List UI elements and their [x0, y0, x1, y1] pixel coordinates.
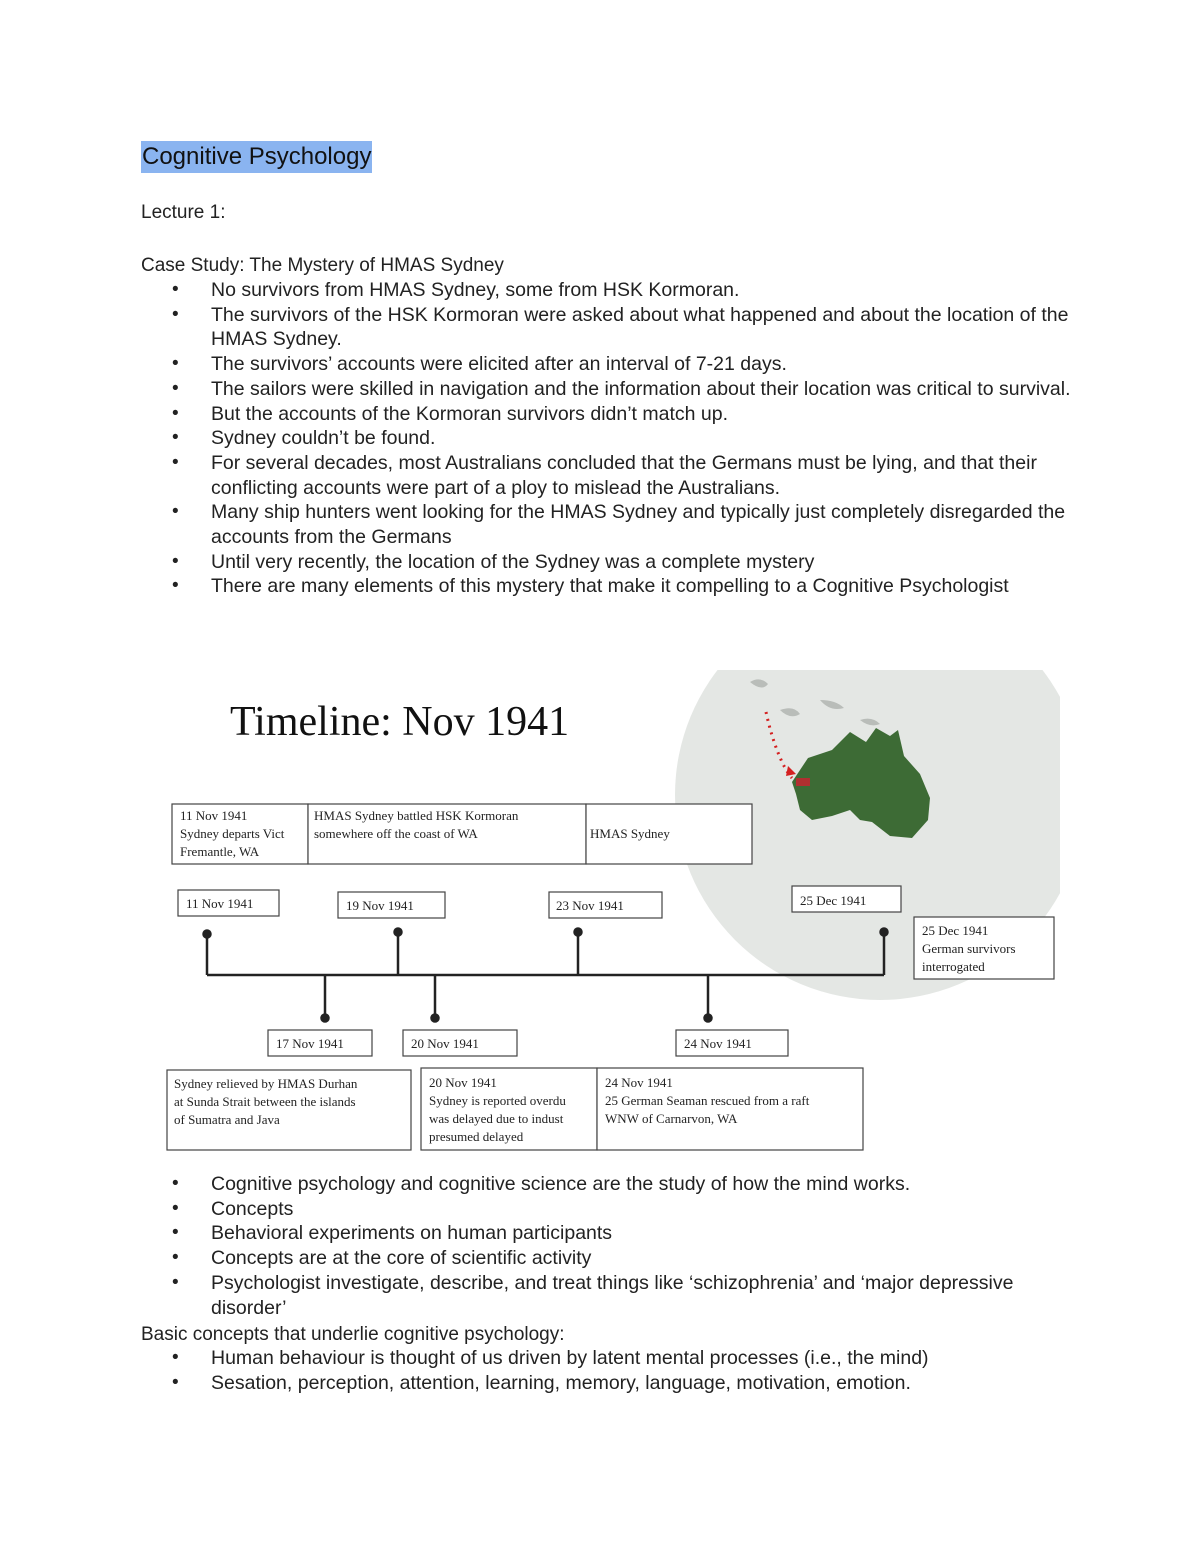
top-boxes: [172, 804, 752, 864]
side-box-text: 25 Dec 1941 German survivors interrogated: [922, 923, 1016, 974]
basic-concepts-heading: Basic concepts that underlie cognitive psychology:: [141, 1324, 565, 1345]
list-item: • Psychologist investigate, describe, and treat things like ‘schizophrenia’ and ‘major depressive disorder’: [141, 1271, 1071, 1320]
bottom-box-3: 24 Nov 1941 25 German Seaman rescued from a raft WNW of Carnarvon, WA: [605, 1075, 810, 1126]
basic-concepts-bullets: [141, 1346, 1071, 1395]
list-item: • The sailors were skilled in navigation and the information about their location was critical to survival.: [141, 377, 1071, 402]
bottom-boxes: [167, 1068, 863, 1150]
bottom-box-2: 20 Nov 1941 Sydney is reported overdu was delayed due to indust presumed delayed: [429, 1075, 566, 1144]
list-item: • No survivors from HMAS Sydney, some from HSK Kormoran.: [141, 278, 1071, 303]
list-item: • Until very recently, the location of the Sydney was a complete mystery: [141, 550, 1071, 575]
list-item: • For several decades, most Australians concluded that the Germans must be lying, and that their conflicting accounts were part of a ploy to mislead the Australians.: [141, 451, 1071, 500]
top-box-3: HMAS Sydney: [590, 826, 670, 841]
date-label: 17 Nov 1941: [276, 1036, 344, 1051]
top-box-1: 11 Nov 1941 Sydney departs Vict Fremantle, WA: [180, 808, 285, 859]
list-item: • The survivors of the HSK Kormoran were asked about what happened and about the location of the HMAS Sydney.: [141, 303, 1071, 352]
timeline-title: Timeline: Nov 1941: [230, 699, 570, 745]
list-item: • Cognitive psychology and cognitive science are the study of how the mind works.: [141, 1172, 1071, 1197]
date-label: 24 Nov 1941: [684, 1036, 752, 1051]
list-item: • There are many elements of this mystery that make it compelling to a Cognitive Psychologist: [141, 574, 1071, 599]
list-item: • Behavioral experiments on human participants: [141, 1221, 1071, 1246]
date-label: 19 Nov 1941: [346, 898, 414, 913]
date-label: 25 Dec 1941: [800, 893, 867, 908]
dates-below: [268, 1030, 788, 1056]
page-title: Cognitive Psychology: [141, 141, 372, 173]
list-item: • Human behaviour is thought of us driven by latent mental processes (i.e., the mind): [141, 1346, 1071, 1371]
list-item: • Concepts are at the core of scientific activity: [141, 1246, 1071, 1271]
list-item: • The survivors’ accounts were elicited after an interval of 7-21 days.: [141, 352, 1071, 377]
list-item: • Concepts: [141, 1197, 1071, 1222]
lecture-label: Lecture 1:: [141, 202, 226, 223]
list-item: • Sesation, perception, attention, learning, memory, language, motivation, emotion.: [141, 1371, 1071, 1396]
date-label: 20 Nov 1941: [411, 1036, 479, 1051]
timeline-figure: [160, 670, 1060, 1154]
concepts-bullets: [141, 1172, 1071, 1320]
bottom-box-1: Sydney relieved by HMAS Durhan at Sunda Strait between the islands of Sumatra and Java: [174, 1076, 358, 1127]
location-marker-shape: [796, 778, 810, 786]
date-label: 11 Nov 1941: [186, 896, 254, 911]
list-item: • Sydney couldn’t be found.: [141, 426, 1071, 451]
list-item: • Many ship hunters went looking for the HMAS Sydney and typically just completely disregarded the accounts from the Germans: [141, 500, 1071, 549]
date-label: 23 Nov 1941: [556, 898, 624, 913]
list-item: • But the accounts of the Kormoran survivors didn’t match up.: [141, 402, 1071, 427]
case-study-bullets: [141, 278, 1071, 599]
top-box-2: HMAS Sydney battled HSK Kormoran somewhere off the coast of WA: [314, 808, 519, 841]
case-study-heading: Case Study: The Mystery of HMAS Sydney: [141, 255, 504, 276]
